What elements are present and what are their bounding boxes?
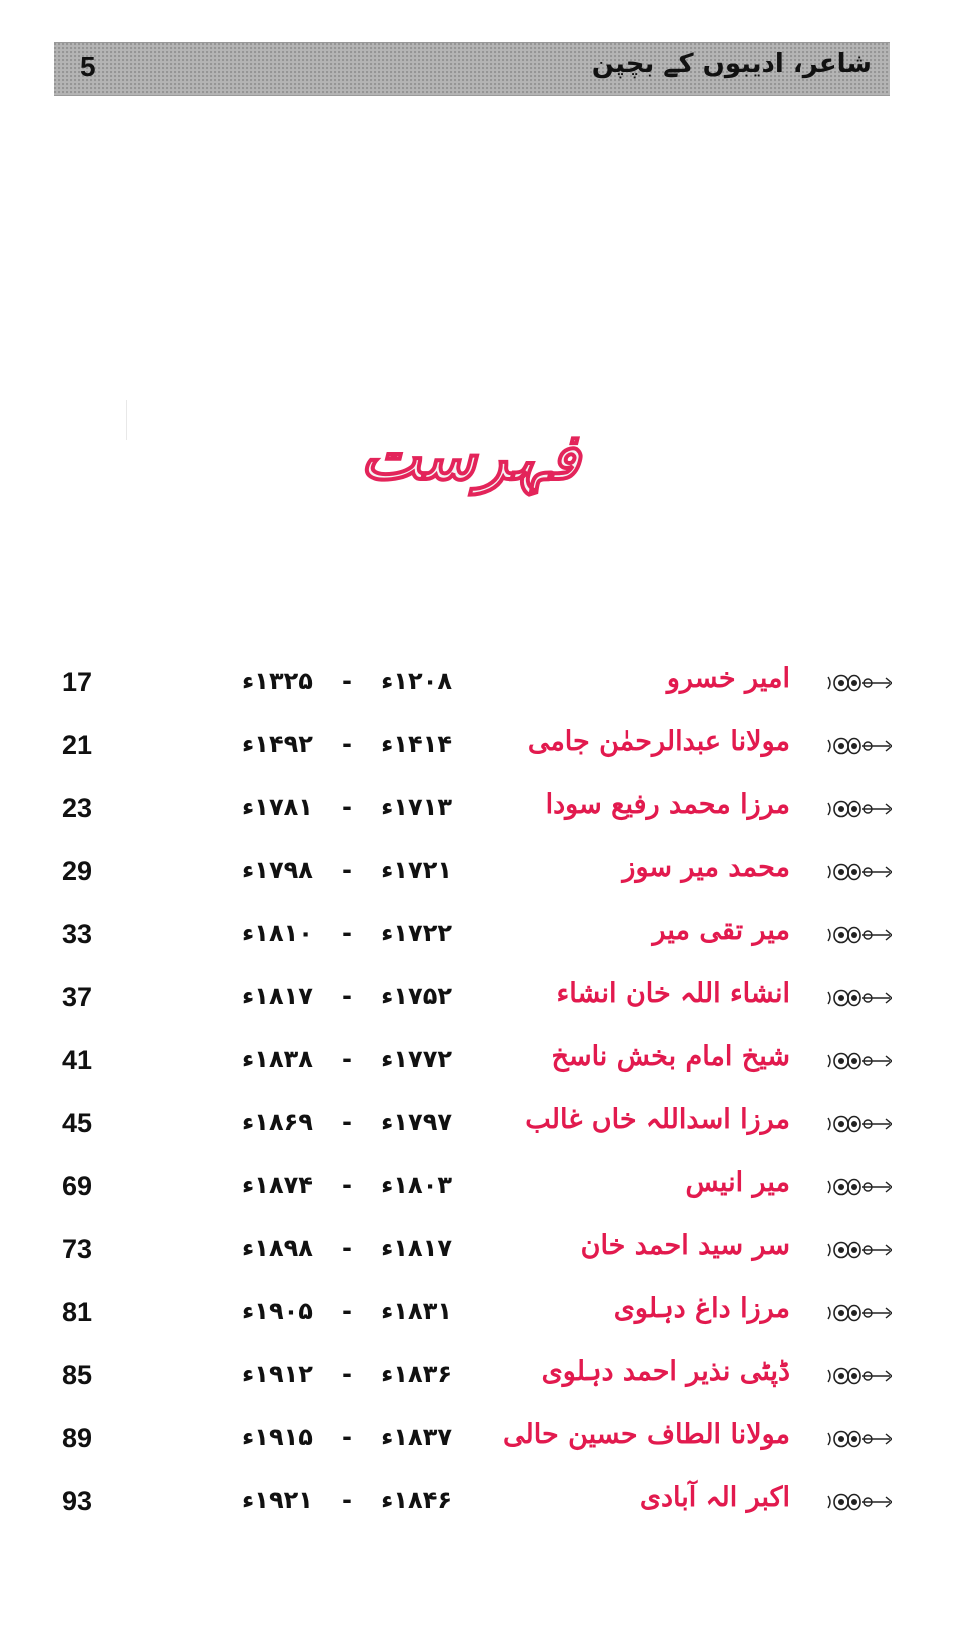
toc-entry[interactable]: [0, 655, 968, 718]
fleuron-arrow-icon: [826, 1424, 892, 1454]
entry-lifespan: [236, 1486, 458, 1514]
entry-birth-year: ۱۷۲۱ء: [381, 856, 452, 884]
entry-name: امیر خسرو: [666, 663, 790, 694]
fleuron-arrow-icon: [826, 668, 892, 698]
fleuron-arrow-icon: [826, 1109, 892, 1139]
entry-page-number: 45: [62, 1108, 93, 1138]
entry-lifespan: [236, 1108, 458, 1136]
toc-entry[interactable]: [0, 718, 968, 781]
entry-name: میر تقی میر: [652, 915, 790, 946]
entry-lifespan: [236, 1297, 458, 1325]
entry-death-year: ۱۹۲۱ء: [242, 1486, 313, 1514]
page-number: 5: [80, 51, 96, 82]
fleuron-arrow-icon: [826, 1298, 892, 1328]
entry-birth-year: ۱۷۵۲ء: [381, 982, 452, 1010]
entry-lifespan: [236, 730, 458, 758]
entry-death-year: ۱۹۱۲ء: [242, 1360, 313, 1388]
date-separator: -: [342, 1234, 352, 1262]
entry-lifespan: [236, 982, 458, 1010]
entry-page-number: 89: [62, 1423, 93, 1453]
toc-entry[interactable]: [0, 1033, 968, 1096]
date-separator: -: [342, 1297, 352, 1325]
toc-entry[interactable]: [0, 1222, 968, 1285]
entry-name: ڈپٹی نذیر احمد دہلوی: [541, 1356, 790, 1387]
date-separator: -: [342, 793, 352, 821]
toc-entry[interactable]: [0, 844, 968, 907]
entry-birth-year: ۱۷۹۷ء: [381, 1108, 452, 1136]
entry-death-year: ۱۸۱۷ء: [242, 982, 313, 1010]
entry-birth-year: ۱۲۰۸ء: [381, 667, 452, 695]
toc-entry[interactable]: [0, 1285, 968, 1348]
entry-lifespan: [236, 1360, 458, 1388]
entry-death-year: ۱۳۲۵ء: [242, 667, 313, 695]
entry-page-number: 93: [62, 1486, 93, 1516]
fleuron-arrow-icon: [826, 1172, 892, 1202]
entry-page-number: 69: [62, 1171, 93, 1201]
entry-death-year: ۱۹۰۵ء: [242, 1297, 313, 1325]
fleuron-arrow-icon: [826, 983, 892, 1013]
date-separator: -: [342, 1486, 352, 1514]
entry-lifespan: [236, 856, 458, 884]
entry-lifespan: [236, 1234, 458, 1262]
entry-birth-year: ۱۸۴۶ء: [381, 1486, 452, 1514]
toc-entry[interactable]: [0, 1474, 968, 1537]
entry-death-year: ۱۸۷۴ء: [242, 1171, 313, 1199]
date-separator: -: [342, 919, 352, 947]
entry-page-number: 29: [62, 856, 93, 886]
entry-page-number: 81: [62, 1297, 93, 1327]
entry-death-year: ۱۷۹۸ء: [242, 856, 313, 884]
fleuron-arrow-icon: [826, 857, 892, 887]
entry-name: مولانا الطاف حسین حالی: [503, 1419, 790, 1450]
date-separator: -: [342, 1171, 352, 1199]
toc-list: [0, 655, 968, 1537]
entry-page-number: 21: [62, 730, 93, 760]
fleuron-arrow-icon: [826, 920, 892, 950]
entry-birth-year: ۱۷۷۲ء: [381, 1045, 452, 1073]
date-separator: -: [342, 730, 352, 758]
entry-lifespan: [236, 667, 458, 695]
entry-birth-year: ۱۸۳۱ء: [381, 1297, 452, 1325]
entry-death-year: ۱۸۹۸ء: [242, 1234, 313, 1262]
book-title: شاعر، ادیبوں کے بچپن: [591, 49, 872, 79]
entry-lifespan: [236, 793, 458, 821]
entry-name: انشاء اللہ خان انشاء: [556, 978, 790, 1009]
toc-entry[interactable]: [0, 1348, 968, 1411]
entry-page-number: 33: [62, 919, 93, 949]
entry-birth-year: ۱۴۱۴ء: [381, 730, 452, 758]
entry-name: مرزا داغ دہلوی: [613, 1293, 790, 1324]
entry-name: مرزا محمد رفیع سودا: [545, 789, 790, 820]
date-separator: -: [342, 1045, 352, 1073]
entry-lifespan: [236, 1423, 458, 1451]
fleuron-arrow-icon: [826, 731, 892, 761]
entry-birth-year: ۱۷۱۳ء: [381, 793, 452, 821]
entry-name: مولانا عبدالرحمٰن جامی: [527, 726, 790, 757]
toc-entry[interactable]: [0, 1411, 968, 1474]
entry-page-number: 17: [62, 667, 93, 697]
date-separator: -: [342, 856, 352, 884]
entry-name: اکبر الہ آبادی: [639, 1482, 790, 1513]
entry-birth-year: ۱۷۲۲ء: [381, 919, 452, 947]
toc-heading: فہرست: [360, 420, 580, 495]
entry-death-year: ۱۹۱۵ء: [242, 1423, 313, 1451]
fleuron-arrow-icon: [826, 1487, 892, 1517]
running-header: [54, 42, 890, 96]
entry-birth-year: ۱۸۳۶ء: [381, 1360, 452, 1388]
fleuron-arrow-icon: [826, 1235, 892, 1265]
entry-death-year: ۱۴۹۲ء: [242, 730, 313, 758]
entry-name: سر سید احمد خان: [580, 1230, 790, 1261]
entry-lifespan: [236, 919, 458, 947]
entry-death-year: ۱۷۸۱ء: [242, 793, 313, 821]
toc-entry[interactable]: [0, 970, 968, 1033]
fleuron-arrow-icon: [826, 1361, 892, 1391]
toc-entry[interactable]: [0, 1159, 968, 1222]
entry-lifespan: [236, 1171, 458, 1199]
fleuron-arrow-icon: [826, 1046, 892, 1076]
entry-birth-year: ۱۸۱۷ء: [381, 1234, 452, 1262]
entry-page-number: 23: [62, 793, 93, 823]
date-separator: -: [342, 982, 352, 1010]
toc-entry[interactable]: [0, 907, 968, 970]
entry-page-number: 85: [62, 1360, 93, 1390]
entry-death-year: ۱۸۶۹ء: [242, 1108, 313, 1136]
entry-name: محمد میر سوز: [622, 852, 790, 883]
entry-birth-year: ۱۸۰۳ء: [381, 1171, 452, 1199]
entry-lifespan: [236, 1045, 458, 1073]
entry-page-number: 73: [62, 1234, 93, 1264]
entry-name: میر انیس: [685, 1167, 790, 1198]
date-separator: -: [342, 1108, 352, 1136]
entry-name: شیخ امام بخش ناسخ: [551, 1041, 790, 1072]
toc-entry[interactable]: [0, 1096, 968, 1159]
fleuron-arrow-icon: [826, 794, 892, 824]
entry-death-year: ۱۸۳۸ء: [242, 1045, 313, 1073]
date-separator: -: [342, 1360, 352, 1388]
toc-entry[interactable]: [0, 781, 968, 844]
entry-death-year: ۱۸۱۰ء: [242, 919, 313, 947]
entry-birth-year: ۱۸۳۷ء: [381, 1423, 452, 1451]
entry-name: مرزا اسداللہ خاں غالب: [525, 1104, 790, 1135]
date-separator: -: [342, 1423, 352, 1451]
entry-page-number: 41: [62, 1045, 93, 1075]
date-separator: -: [342, 667, 352, 695]
entry-page-number: 37: [62, 982, 93, 1012]
